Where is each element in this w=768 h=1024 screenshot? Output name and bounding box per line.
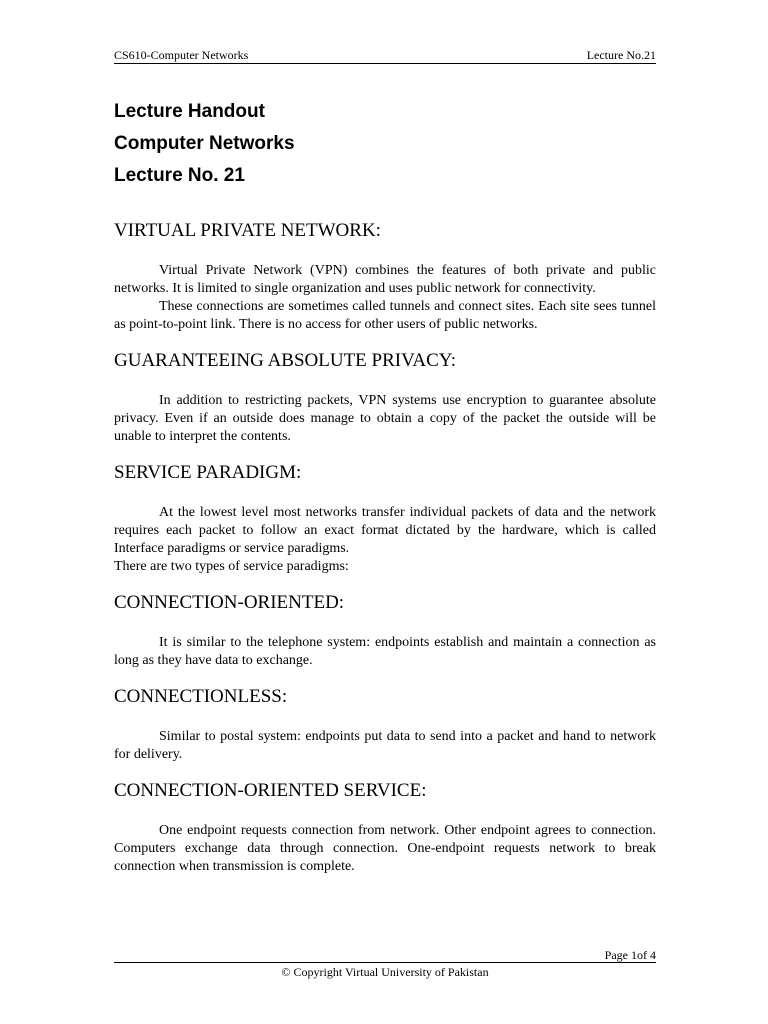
- section-heading: CONNECTION-ORIENTED:: [114, 592, 345, 613]
- section-heading: SERVICE PARADIGM:: [114, 462, 302, 483]
- title-block: [114, 100, 295, 196]
- section-privacy: [114, 348, 656, 446]
- document-body: [114, 218, 656, 890]
- page-footer: [114, 948, 656, 979]
- paragraph: At the lowest level most networks transfer individual packets of data and the network requires each packet to follow an exact format dictated by the hardware, which is called Interface paradigms or service paradigms.: [114, 505, 656, 556]
- section-heading: CONNECTIONLESS:: [114, 686, 288, 707]
- paragraph: In addition to restricting packets, VPN systems use encryption to guarantee absolute privacy. Even if an outside does manage to obtain a copy of the packet the outside will be unable to interpret the contents.: [114, 393, 656, 444]
- paragraph: Virtual Private Network (VPN) combines the features of both private and public networks. It is limited to single organization and uses public network for connectivity.: [114, 263, 656, 296]
- paragraph: These connections are sometimes called tunnels and connect sites. Each site sees tunnel as point-to-point link. There is no access for other users of public networks.: [114, 299, 656, 332]
- header-course: CS610-Computer Networks: [114, 48, 249, 62]
- section-connection-oriented: [114, 590, 656, 670]
- section-heading: VIRTUAL PRIVATE NETWORK:: [114, 220, 381, 241]
- title-course-name: Computer Networks: [114, 133, 295, 154]
- section-body: [114, 634, 656, 670]
- paragraph: There are two types of service paradigms:: [114, 559, 349, 574]
- copyright-notice: © Copyright Virtual University of Pakistan: [281, 965, 489, 979]
- title-lecture-handout: Lecture Handout: [114, 101, 265, 122]
- paragraph: Similar to postal system: endpoints put data to send into a packet and hand to network for delivery.: [114, 729, 656, 762]
- paragraph: It is similar to the telephone system: endpoints establish and maintain a connection as long as they have data to exchange.: [114, 635, 656, 668]
- title-lecture-number: Lecture No. 21: [114, 165, 245, 186]
- section-vpn: [114, 218, 656, 334]
- paragraph: One endpoint requests connection from network. Other endpoint agrees to connection. Computers exchange data through connection. One-endpoint requests network to break connection when transmission is complete.: [114, 823, 656, 874]
- section-body: [114, 392, 656, 446]
- page-number: Page 1of 4: [114, 948, 656, 963]
- running-header: [114, 47, 656, 64]
- section-body: [114, 504, 656, 576]
- section-body: [114, 822, 656, 876]
- section-body: [114, 728, 656, 764]
- section-connectionless: [114, 684, 656, 764]
- section-heading: GUARANTEEING ABSOLUTE PRIVACY:: [114, 350, 457, 371]
- header-lecture: Lecture No.21: [586, 48, 656, 62]
- section-connection-oriented-service: [114, 778, 656, 876]
- section-body: [114, 262, 656, 334]
- section-service-paradigm: [114, 460, 656, 576]
- section-heading: CONNECTION-ORIENTED SERVICE:: [114, 780, 427, 801]
